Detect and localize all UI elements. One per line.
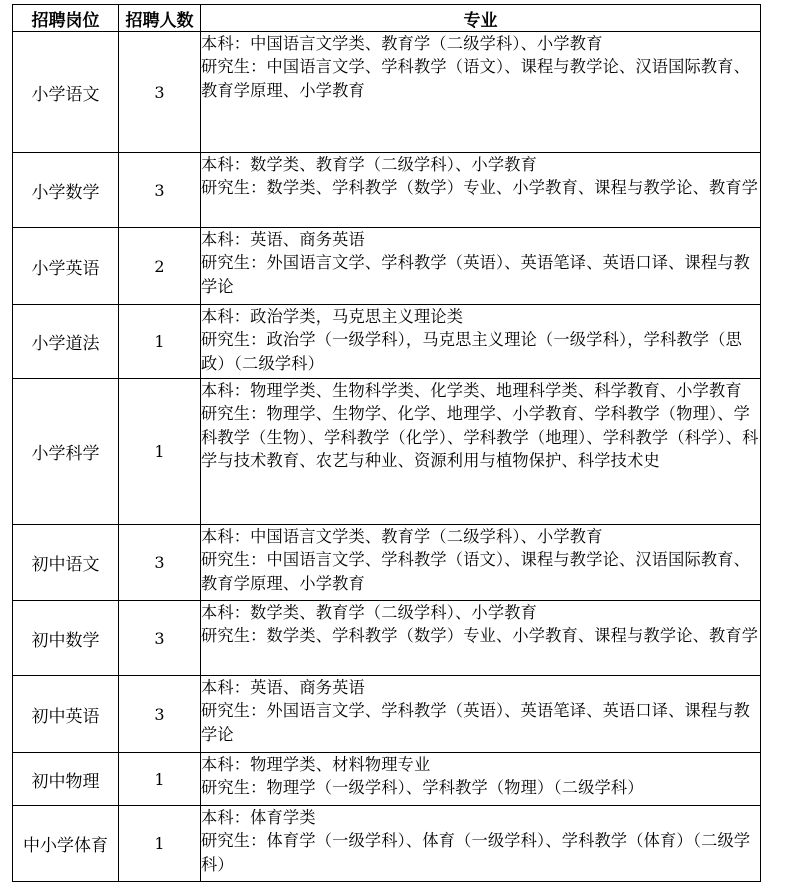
table-row: [13, 379, 761, 525]
major-cell: [201, 228, 761, 305]
undergrad-majors: 本科：数学类、教育学（二级学科）、小学教育: [201, 155, 538, 174]
count-cell: 3: [119, 601, 201, 676]
undergrad-majors: 本科：英语、商务英语: [201, 230, 365, 249]
undergrad-majors: 本科：物理学类、材料物理专业: [201, 755, 431, 774]
post-cell: 初中物理: [13, 753, 119, 806]
graduate-majors: 研究生：中国语言文学、学科教学（语文）、课程与教学论、汉语国际教育、教育学原理、小学教育: [201, 57, 751, 100]
undergrad-majors: 本科：数学类、教育学（二级学科）、小学教育: [201, 603, 538, 622]
graduate-majors: 研究生：物理学（一级学科）、学科教学（物理）（二级学科）: [201, 778, 644, 798]
table-row: [13, 806, 761, 882]
graduate-majors: 研究生：中国语言文学、学科教学（语文）、课程与教学论、汉语国际教育、教育学原理、小学教育: [201, 550, 751, 593]
recruitment-table: [12, 4, 761, 882]
undergrad-majors: 本科：物理学类、生物科学类、化学类、地理科学类、科学教育、小学教育: [201, 381, 742, 400]
major-cell: [201, 676, 761, 753]
undergrad-majors: 本科：英语、商务英语: [201, 678, 365, 697]
major-cell: [201, 525, 761, 601]
post-cell: 小学科学: [13, 379, 119, 525]
major-cell: [201, 305, 761, 379]
major-cell: [201, 806, 761, 882]
table-row: [13, 32, 761, 153]
table-row: [13, 601, 761, 676]
post-cell: 初中数学: [13, 601, 119, 676]
header-major: 专业: [201, 5, 761, 32]
major-cell: [201, 753, 761, 806]
table-row: [13, 228, 761, 305]
count-cell: 1: [119, 753, 201, 806]
post-cell: 小学英语: [13, 228, 119, 305]
graduate-majors: 研究生：数学类、学科教学（数学）专业、小学教育、课程与教学论、教育学: [201, 178, 759, 198]
major-cell: [201, 379, 761, 525]
table-row: [13, 305, 761, 379]
count-cell: 3: [119, 525, 201, 601]
count-cell: 1: [119, 305, 201, 379]
post-cell: 小学语文: [13, 32, 119, 153]
post-cell: 小学数学: [13, 153, 119, 228]
post-cell: 初中英语: [13, 676, 119, 753]
table-row: [13, 525, 761, 601]
graduate-majors: 研究生：体育学（一级学科）、体育（一级学科）、学科教学（体育）（二级学科）: [201, 831, 751, 874]
graduate-majors: 研究生：数学类、学科教学（数学）专业、小学教育、课程与教学论、教育学: [201, 626, 759, 646]
undergrad-majors: 本科：政治学类，马克思主义理论类: [201, 307, 464, 326]
header-count: 招聘人数: [119, 5, 201, 32]
count-cell: 3: [119, 32, 201, 153]
graduate-majors: 研究生：政治学（一级学科），马克思主义理论（一级学科），学科教学（思政）（二级学科）: [201, 330, 742, 373]
undergrad-majors: 本科：中国语言文学类、教育学（二级学科）、小学教育: [201, 34, 603, 53]
undergrad-majors: 本科：中国语言文学类、教育学（二级学科）、小学教育: [201, 527, 603, 546]
graduate-majors: 研究生：物理学、生物学、化学、地理学、小学教育、学科教学（物理）、学科教学（生物）、学科教学（化学）、学科教学（地理）、学科教学（科学）、科学与技术教育、农艺与种业、资源利用与植物保护、科学技术史: [201, 404, 759, 471]
table-row: [13, 753, 761, 806]
count-cell: 2: [119, 228, 201, 305]
post-cell: 初中语文: [13, 525, 119, 601]
major-cell: [201, 601, 761, 676]
count-cell: 1: [119, 379, 201, 525]
count-cell: 3: [119, 153, 201, 228]
major-cell: [201, 32, 761, 153]
undergrad-majors: 本科：体育学类: [201, 808, 316, 827]
post-cell: 小学道法: [13, 305, 119, 379]
major-cell: [201, 153, 761, 228]
count-cell: 3: [119, 676, 201, 753]
post-cell: 中小学体育: [13, 806, 119, 882]
header-post: 招聘岗位: [13, 5, 119, 32]
count-cell: 1: [119, 806, 201, 882]
table-row: [13, 153, 761, 228]
graduate-majors: 研究生：外国语言文学、学科教学（英语）、英语笔译、英语口译、课程与教学论: [201, 701, 751, 744]
header-row: [13, 5, 761, 32]
graduate-majors: 研究生：外国语言文学、学科教学（英语）、英语笔译、英语口译、课程与教学论: [201, 253, 751, 296]
table-row: [13, 676, 761, 753]
